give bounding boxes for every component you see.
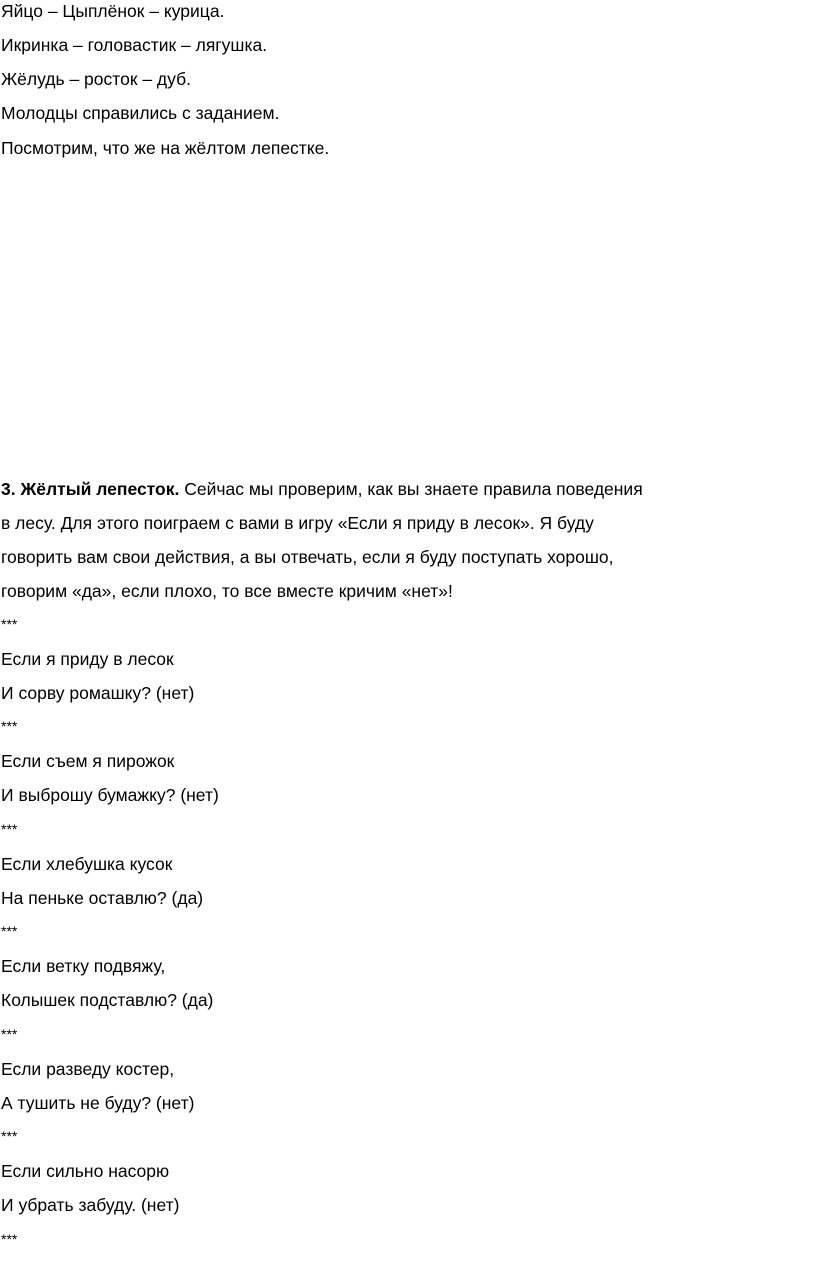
verse-line: Если съем я пирожок xyxy=(1,751,175,771)
separator: *** xyxy=(1,1128,18,1144)
verse-line: И выброшу бумажку? (нет) xyxy=(1,785,219,805)
intro-line: Молодцы справились с заданием. xyxy=(1,103,280,123)
separator: *** xyxy=(1,923,18,939)
section-first-line xyxy=(1,478,643,500)
separator: *** xyxy=(1,1231,18,1247)
section-line: говорить вам свои действия, а вы отвечать, если я буду поступать хорошо, xyxy=(1,547,614,567)
intro-line: Жёлудь – росток – дуб. xyxy=(1,69,191,89)
section-first-line-text: Сейчас мы проверим, как вы знаете правила поведения xyxy=(179,479,643,499)
verse-line: Если ветку подвяжу, xyxy=(1,956,166,976)
separator: *** xyxy=(1,821,18,837)
verse-line: На пеньке оставлю? (да) xyxy=(1,888,204,908)
intro-line: Посмотрим, что же на жёлтом лепестке. xyxy=(1,138,330,158)
verse-line: Колышек подставлю? (да) xyxy=(1,990,214,1010)
intro-line: Яйцо – Цыплёнок – курица. xyxy=(1,1,225,21)
separator: *** xyxy=(1,1026,18,1042)
verse-line: Если разведу костер, xyxy=(1,1059,175,1079)
separator: *** xyxy=(1,616,18,632)
section-line: говорим «да», если плохо, то все вместе кричим «нет»! xyxy=(1,581,453,601)
section-heading: 3. Жёлтый лепесток. xyxy=(1,479,180,499)
intro-line: Икринка – головастик – лягушка. xyxy=(1,35,268,55)
section-line: в лесу. Для этого поиграем с вами в игру «Если я приду в лесок». Я буду xyxy=(1,513,594,533)
verse-line: А тушить не буду? (нет) xyxy=(1,1093,195,1113)
verse-line: Если хлебушка кусок xyxy=(1,854,173,874)
separator: *** xyxy=(1,718,18,734)
verse-line: Если я приду в лесок xyxy=(1,649,174,669)
verse-line: Если сильно насорю xyxy=(1,1161,170,1181)
verse-line: И сорву ромашку? (нет) xyxy=(1,683,195,703)
verse-line: И убрать забуду. (нет) xyxy=(1,1195,180,1215)
